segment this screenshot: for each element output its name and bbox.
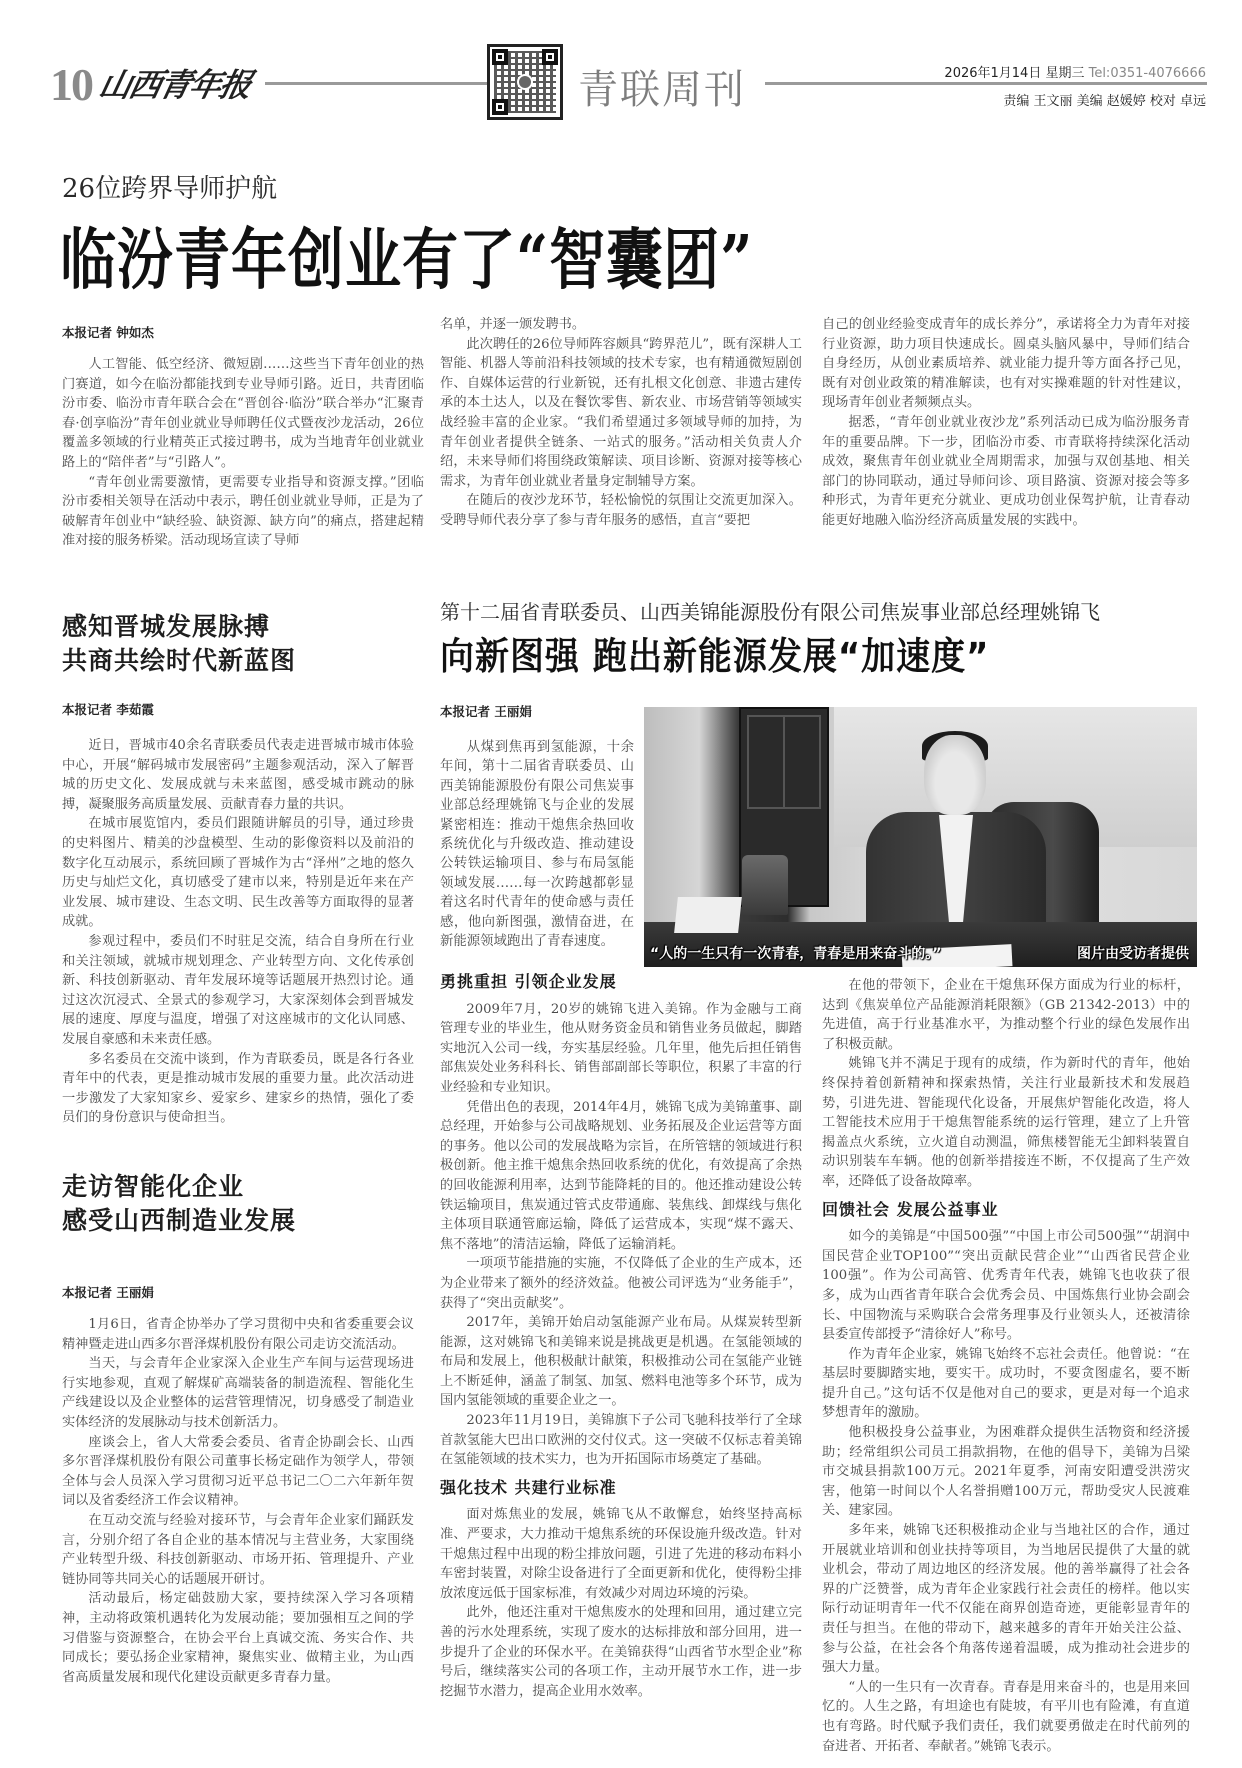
paragraph: “人的一生只有一次青春。青春是用来奋斗的，也是用来回忆的。人生之路，有坦途也有陡坡，有平川也有险滩，有直道也有弯路。时代赋予我们责任，我们就要勇做走在时代前列的奋进者、开拓者、奉献者。”姚锦飞表示。 — [822, 1679, 1190, 1754]
article-lead — [440, 738, 634, 951]
section-heading: 回馈社会 发展公益事业 — [822, 1199, 999, 1219]
page-number: 10 — [50, 59, 92, 110]
article-kicker: 26位跨界导师护航 — [62, 174, 278, 204]
headline-line-2: 共商共绘时代新蓝图 — [62, 646, 297, 675]
paragraph: 名单，并逐一颁发聘书。 — [440, 317, 586, 332]
article-column-3 — [822, 976, 1190, 1756]
paragraph: 如今的美锦是“中国500强”“中国上市公司500强”“胡润中国民营企业TOP100”“突出贡献民营企业”“山西省民营企业100强”。作为公司高管、优秀青年代表，姚锦飞也收获了很多，成为山西省青年联合会优秀会员、中国炼焦行业协会副会长、中国物流与采购联合会常务理事及行业领头人，还被清徐县委宣传部授予“清徐好人”称号。 — [822, 1229, 1190, 1343]
person-portrait-icon — [924, 735, 986, 815]
byline: 本报记者 王丽娟 — [62, 1285, 154, 1300]
issue-date-line — [944, 62, 1206, 81]
paragraph: 在随后的夜沙龙环节，轻松愉悦的氛围让交流更加深入。受聘导师代表分享了参与青年服务的感悟，直言“要把 — [440, 493, 802, 528]
paragraph: 多年来，姚锦飞还积极推动企业与当地社区的合作，通过开展就业培训和创业扶持等项目，为当地居民提供了大量的就业机会，带动了周边地区的经济发展。他的善举赢得了社会各界的广泛赞誉，成为青年企业家践行社会责任的榜样。他以实际行动证明青年一代不仅能在商界创造奇迹，更能彰显青年的责任与担当。在他的带动下，越来越多的青年开始关注公益、参与公益，在社会各个角落传递着温暖，成为推动社会进步的强大力量。 — [822, 1523, 1190, 1676]
masthead-rule-left — [265, 82, 487, 85]
article-headline: 临汾青年创业有了“智囊团” — [60, 220, 754, 299]
headline-line-1: 走访智能化企业 — [62, 1172, 245, 1201]
paragraph: 人工智能、低空经济、微短剧……这些当下青年创业的热门赛道，如今在临汾都能找到专业导师引路。近日，共青团临汾市委、临汾市青年联合会在“晋创谷·临汾”联合举办“汇聚青春·创享临汾”青年创业就业导师聘任仪式暨夜沙龙活动，26位覆盖多领域的行业精英正式接过聘书，成为当地青年创业就业路上的“陪伴者”与“引路人”。 — [62, 357, 424, 470]
paragraph: 此外，他还注重对干熄焦废水的处理和回用，通过建立完善的污水处理系统，实现了废水的达标排放和部分回用，进一步提升了企业的环保水平。在美锦获得“山西省节水型企业”称号后，继续落实公司的各项工作，主动开展节水工作，进一步挖掘节水潜力，提高企业用水效率。 — [440, 1605, 802, 1699]
paragraph: 参观过程中，委员们不时驻足交流，结合自身所在行业和关注领域，就城市规划理念、产业转型方向、文化传承创新、科技创新驱动、青年发展环境等话题展开热烈讨论。通过这次沉浸式、全景式的参观学习，大家深刻体会到晋城发展的速度、厚度与温度，增强了对这座城市的文化认同感、发展自豪感和未来责任感。 — [62, 933, 414, 1047]
paragraph: “青年创业需要激情，更需要专业指导和资源支撑。”团临汾市委相关领导在活动中表示，聘任创业就业导师，正是为了破解青年创业中“缺经验、缺资源、缺方向”的痛点，搭建起精准对接的服务桥梁。活动现场宣读了导师 — [62, 474, 424, 549]
editor-credits: 责编 王文丽 美编 赵媛婷 校对 卓远 — [1003, 94, 1206, 109]
headline-line-1: 感知晋城发展脉搏 — [62, 612, 271, 641]
photo-caption: “人的一生只有一次青春，青春是用来奋斗的。” — [650, 946, 942, 962]
telephone-graphic — [742, 855, 788, 915]
paragraph: 据悉，“青年创业就业夜沙龙”系列活动已成为临汾服务青年的重要品牌。下一步，团临汾市委、市青联将持续深化活动成效，聚焦青年创业就业全周期需求，加强与双创基地、相关部门的协同联动，通过导师问诊、项目路演、资源对接会等多种形式，为青年更充分就业、更成功创业保驾护航，让青春动能更好地融入临汾经济高质量发展的实践中。 — [822, 414, 1190, 528]
qr-code-icon[interactable] — [487, 44, 563, 120]
paragraph: 在互动交流与经验对接环节，与会青年企业家们踊跃发言，分别介绍了各自企业的基本情况与主营业务，大家围绕产业转型升级、科技创新驱动、市场开拓、管理提升、产业链协同等共同关心的话题展开研讨。 — [62, 1512, 414, 1587]
paragraph: 面对炼焦业的发展，姚锦飞从不敢懈怠，始终坚持高标准、严要求，大力推动干熄焦系统的环保设施升级改造。针对干熄焦过程中出现的粉尘排放问题，引进了先进的移动布料小车密封装置，对除尘设备进行了全面更新和优化，使得粉尘排放浓度远低于国家标准，有效减少对周边环境的污染。 — [440, 1507, 802, 1601]
article-body — [62, 1315, 414, 1687]
paragraph: 作为青年企业家，姚锦飞始终不忘社会责任。他曾说：“在基层时要脚踏实地，要实干。成功时，不要贪图虚名，要不断提升自己。”这句话不仅是他对自己的要求，更是对每一个追求梦想青年的激励。 — [822, 1346, 1190, 1421]
masthead — [0, 0, 1242, 130]
paragraph: 近日，晋城市40余名青联委员代表走进晋城市城市体验中心，开展“解码城市发展密码”主题参观活动，深入了解晋城的历史文化、发展成就与未来蓝图，感受城市跳动的脉搏，凝聚服务高质量发展、贡献青春力量的共识。 — [62, 738, 414, 812]
paragraph: 多名委员在交流中谈到，作为青联委员，既是各行各业青年中的代表，更是推动城市发展的重要力量。此次活动进一步激发了大家知家乡、爱家乡、建家乡的热情，强化了委员们的身份意识与使命担当。 — [62, 1051, 414, 1126]
paper-logo: 山西青年报 — [95, 66, 254, 104]
paragraph: 活动最后，杨定础鼓励大家，要持续深入学习各项精神，主动将政策机遇转化为发展动能；要加强相互之间的学习借鉴与资源整合，在协会平台上真诚交流、务实合作、共同成长；要弘扬企业家精神，聚焦实业、做精主业，为山西省高质量发展和现代化建设贡献更多青春力量。 — [62, 1591, 414, 1685]
headline-line-2: 感受山西制造业发展 — [62, 1206, 297, 1235]
article-column-3 — [822, 315, 1190, 531]
article-column-2 — [440, 315, 802, 531]
article-column-2 — [440, 970, 802, 1701]
lead-paragraph: 从煤到焦再到氢能源，十余年间，第十二届省青联委员、山西美锦能源股份有限公司焦炭事业部总经理姚锦飞与企业的发展紧密相连：推动干熄焦余热回收系统优化与升级改造、推动建设公转铁运输项目、参与布局氢能领域发展……每一次跨越都彰显着这名时代青年的使命感与责任感，他向新图强，激情奋进，在新能源领域跑出了青春速度。 — [440, 740, 634, 950]
paragraph: 在他的带领下，企业在干熄焦环保方面成为行业的标杆，达到《焦炭单位产品能源消耗限额》（GB 21342-2013）中的先进值，高于行业基准水平，为推动整个行业的绿色发展作出了积极贡献。 — [822, 978, 1190, 1052]
masthead-rule-right — [765, 82, 1207, 85]
profile-photo — [644, 707, 1197, 967]
paragraph: 当天，与会青年企业家深入企业生产车间与运营现场进行实地参观，直观了解煤矿高端装备的制造流程、智能化生产线建设以及企业整体的运营管理情况，切身感受了制造业实体经济的发展脉动与技术创新活力。 — [62, 1356, 414, 1430]
section-name: 青联周刊 — [578, 67, 746, 113]
paragraph: 2017年，美锦开始启动氢能源产业布局。从煤炭转型新能源，这对姚锦飞和美锦来说是挑战更是机遇。在氢能领域的布局和发展上，他积极献计献策，积极推动公司在氢能产业链上不断延伸，涵盖了制氢、加氢、燃料电池等多个环节，成为国内氢能领域的重要企业之一。 — [440, 1315, 802, 1409]
paragraph: 1月6日，省青企协举办了学习贯彻中央和省委重要会议精神暨走进山西多尔晋泽煤机股份有限公司走访交流活动。 — [62, 1317, 414, 1352]
byline: 本报记者 钟如杰 — [62, 325, 154, 340]
paragraph: 此次聘任的26位导师阵容颇具“跨界范儿”，既有深耕人工智能、机器人等前沿科技领域的技术专家，也有精通微短剧创作、自媒体运营的行业新锐，还有扎根文化创意、非遗古建传承的本土达人，以及在餐饮零售、新农业、市场营销等领域实战经验丰富的企业家。“我们希望通过多领域导师的加持，为青年创业者提供全链条、一站式的服务。”活动相关负责人介绍，未来导师们将围绕政策解读、项目诊断、资源对接等核心需求，为青年创业就业者量身定制辅导方案。 — [440, 336, 802, 489]
section-heading: 勇挑重担 引领企业发展 — [440, 972, 617, 991]
paragraph: 一项项节能措施的实施，不仅降低了企业的生产成本，还为企业带来了额外的经济效益。他被公司评选为“业务能手”，获得了“突出贡献奖”。 — [440, 1256, 802, 1311]
telephone: Tel:0351-4076666 — [1088, 66, 1206, 81]
paragraph: 在城市展览馆内，委员们跟随讲解员的引导，通过珍贵的史料图片、精美的沙盘模型、生动的影像资料以及前沿的数字化互动展示，系统回顾了晋城作为古“泽州”之地的悠久历史与灿烂文化，真切感受了建市以来，特别是近年来在产业发展、城市建设、生态文明、民生改善等方面取得的显著成就。 — [62, 816, 414, 930]
article-column-1 — [62, 355, 424, 551]
paragraph: 2009年7月，20岁的姚锦飞进入美锦。作为金融与工商管理专业的毕业生，他从财务资金员和销售业务员做起，脚踏实地沉入公司一线，夯实基层经验。几年里，他先后担任销售部焦炭处业务科科长、销售部副部长等职位，积累了丰富的行业经验和专业知识。 — [440, 1001, 802, 1095]
issue-date: 2026年1月14日 星期三 — [944, 66, 1085, 81]
paragraph: 姚锦飞并不满足于现有的成绩，作为新时代的青年，他始终保持着创新精神和探索热情，关注行业最新技术和发展趋势，引进先进、智能现代化设备，开展焦炉智能化改造，将人工智能技术应用于干熄焦智能系统的运行管理，建立了上升管揭盖点火系统，立火道自动测温，筛焦楼智能无尘卸料装置自动识别装车车辆。他的创新举措接连不断，不仅提高了生产效率，还降低了设备故障率。 — [822, 1056, 1190, 1189]
paragraph: 凭借出色的表现，2014年4月，姚锦飞成为美锦董事、副总经理，开始参与公司战略规划、业务拓展及企业运营等方面的事务。他以公司的发展战略为宗旨，在所管辖的领域进行积极创新。他主推干熄焦余热回收系统的优化，有效提高了余热的回收能源利用率，达到节能降耗的目的。他还推动建设公转铁运输项目，焦炭通过管式皮带通廊、装焦线、卸煤线与焦化主体项目联通管廊运输，降低了运营成本，实现“煤不露天、焦不落地”的清洁运输，降低了运输消耗。 — [440, 1099, 802, 1252]
photo-credit: 图片由受访者提供 — [1077, 946, 1189, 962]
paragraph: 2023年11月19日，美锦旗下子公司飞驰科技举行了全球首款氢能大巴出口欧洲的交付仪式。这一突破不仅标志着美锦在氢能领域的技术实力，也为开拓国际市场奠定了基础。 — [440, 1413, 802, 1468]
article-headline: 向新图强 跑出新能源发展“加速度” — [440, 634, 990, 679]
article-kicker: 第十二届省青联委员、山西美锦能源股份有限公司焦炭事业部总经理姚锦飞 — [440, 600, 1100, 624]
byline: 本报记者 王丽娟 — [440, 704, 532, 719]
paragraph: 他积极投身公益事业，为困难群众提供生活物资和经济援助；经常组织公司员工捐款捐物，在他的倡导下，美锦为吕梁市交城县捐款100万元。2021年夏季，河南安阳遭受洪涝灾害，他第一时间以个人名誉捐赠100万元，帮助受灾人民渡难关、建家园。 — [822, 1425, 1190, 1519]
article-body — [62, 736, 414, 1128]
article-headline — [62, 610, 296, 678]
article-headline — [62, 1170, 296, 1238]
paragraph: 座谈会上，省人大常委会委员、省青企协副会长、山西多尔晋泽煤机股份有限公司董事长杨定础作为领学人，带领全体与会人员深入学习贯彻习近平总书记二〇二六年新年贺词以及省委经济工作会议精神。 — [62, 1434, 414, 1509]
paragraph: 自己的创业经验变成青年的成长养分”，承诺将全力为青年对接行业资源，助力项目快速成长。圆桌头脑风暴中，导师们结合自身经历，从创业素质培养、就业能力提升等方面各抒己见，既有对创业政策的精准解读，也有对实操难题的针对性建议，现场青年创业者频频点头。 — [822, 317, 1190, 411]
byline: 本报记者 李茹霞 — [62, 702, 154, 717]
section-heading: 强化技术 共建行业标准 — [440, 1477, 617, 1497]
